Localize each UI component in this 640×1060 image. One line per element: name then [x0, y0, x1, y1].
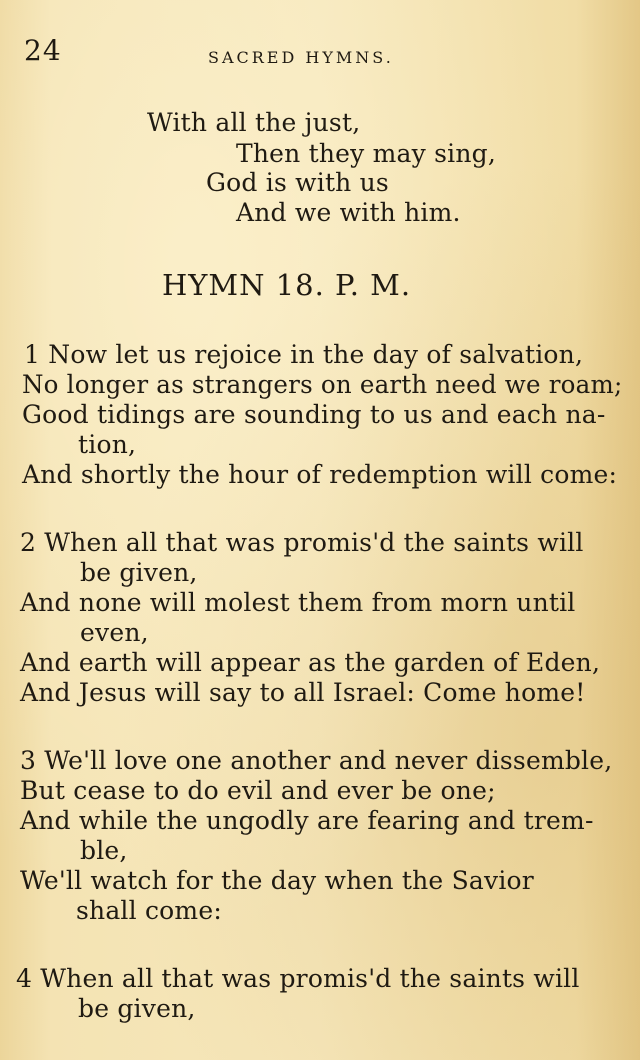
verse-line: And while the ungodly are fearing and trem-: [20, 806, 594, 835]
verse-line: be given,: [80, 558, 198, 587]
verse-line: 4 When all that was promis'd the saints will: [16, 964, 580, 993]
verse-line: And shortly the hour of redemption will come:: [22, 460, 618, 489]
verse-line: And none will molest them from morn until: [20, 588, 576, 617]
verse-line: But cease to do evil and ever be one;: [20, 776, 496, 805]
verse-line: Good tidings are sounding to us and each na-: [22, 400, 606, 429]
verse-line: 2 When all that was promis'd the saints will: [20, 528, 584, 557]
bleed-through-text: [40, 190, 48, 220]
running-head: SACRED HYMNS.: [208, 48, 394, 67]
page-number: 24: [24, 34, 62, 67]
verse-line: 3 We'll love one another and never dissemble,: [20, 746, 613, 775]
verse-line: even,: [80, 618, 149, 647]
verse-line: be given,: [78, 994, 196, 1023]
verse-line: 1 Now let us rejoice in the day of salvation,: [24, 340, 584, 369]
hymn-title: HYMN 18. P. M.: [162, 268, 412, 302]
closing-line: And we with him.: [236, 198, 461, 227]
closing-line: Then they may sing,: [236, 139, 496, 168]
verse-line: tion,: [78, 430, 137, 459]
closing-line: God is with us: [206, 168, 389, 197]
verse-line: We'll watch for the day when the Savior: [20, 866, 534, 895]
verse-line: shall come:: [76, 896, 222, 925]
closing-line: With all the just,: [147, 108, 361, 137]
verse-line: And Jesus will say to all Israel: Come home!: [20, 678, 586, 707]
verse-line: No longer as strangers on earth need we roam;: [22, 370, 623, 399]
verse-line: ble,: [80, 836, 128, 865]
verse-line: And earth will appear as the garden of Eden,: [20, 648, 601, 677]
